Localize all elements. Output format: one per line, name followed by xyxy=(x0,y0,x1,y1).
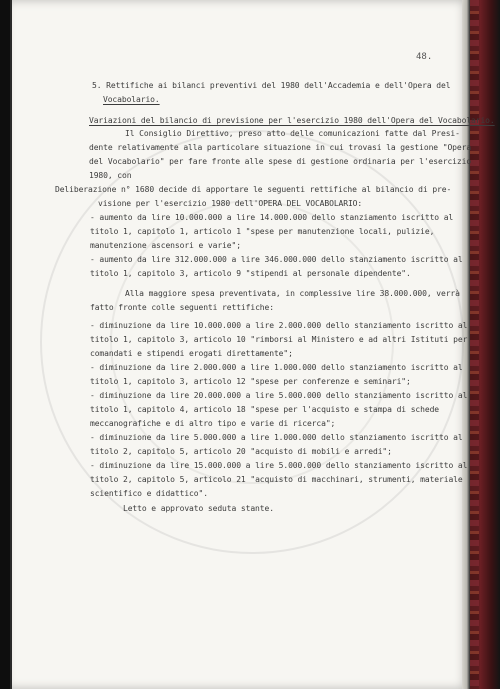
diminuzione-line-9: - diminuzione da lire 5.000.000 a lire 1.000.000 dello stanziamento iscritto al xyxy=(90,433,463,442)
deliberazione-line-1: Deliberazione n° 1680 decide di apportare le seguenti rettifiche al bilancio di pre- xyxy=(55,185,452,194)
intro-line-2: dente relativamente alla particolare situazione in cui trovasi la gestione "Opera xyxy=(89,143,472,152)
diminuzione-line-2: titolo 1, capitolo 3, articolo 10 "rimborsi al Ministero e ad altri Istituti per xyxy=(90,335,468,344)
subheading: Variazioni del bilancio di previsione per l'esercizio 1980 dell'Opera del Vocabolario. xyxy=(89,116,495,125)
aumento-line-5: titolo 1, capitolo 3, articolo 9 "stipendi al personale dipendente". xyxy=(90,269,411,278)
aumento-line-1: - aumento da lire 10.000.000 a lire 14.000.000 dello stanziamento iscritto al xyxy=(90,213,454,222)
copertura-line-2: fatto fronte colle seguenti rettifiche: xyxy=(90,303,274,312)
diminuzione-line-1: - diminuzione da lire 10.000.000 a lire 2.000.000 dello stanziamento iscritto al xyxy=(90,321,468,330)
diminuzione-line-13: scientifico e didattico". xyxy=(90,489,208,498)
aumento-line-3: manutenzione ascensori e varie"; xyxy=(90,241,241,250)
diminuzione-line-12: titolo 2, capitolo 5, articolo 21 "acquisto di macchinari, strumenti, materiale xyxy=(90,475,463,484)
copertura-line-1: Alla maggiore spesa preventivata, in complessive lire 38.000.000, verrà xyxy=(125,289,460,298)
diminuzione-line-11: - diminuzione da lire 15.000.000 a lire 5.000.000 dello stanziamento iscritto al xyxy=(90,461,468,470)
diminuzione-line-4: - diminuzione da lire 2.000.000 a lire 1.000.000 dello stanziamento iscritto al xyxy=(90,363,463,372)
diminuzione-line-10: titolo 2, capitolo 5, articolo 20 "acquisto di mobili e arredi"; xyxy=(90,447,392,456)
intro-line-4: 1980, con xyxy=(89,171,132,180)
section-heading-line-2: Vocabolario. xyxy=(103,95,160,104)
aumento-line-4: - aumento da lire 312.000.000 a lire 346.000.000 dello stanziamento iscritto al xyxy=(90,255,463,264)
diminuzione-line-3: comandati e stipendi erogati direttamente"; xyxy=(90,349,293,358)
closing-line: Letto e approvato seduta stante. xyxy=(123,504,274,513)
deliberazione-line-2: visione per l'esercizio 1980 dell'OPERA DEL VOCABOLARIO: xyxy=(98,199,363,208)
aumento-line-2: titolo 1, capitolo 1, articolo 1 "spese per manutenzione locali, pulizie, xyxy=(90,227,435,236)
diminuzione-line-5: titolo 1, capitolo 3, articolo 12 "spese per conferenze e seminari"; xyxy=(90,377,411,386)
section-heading-line-1: 5. Rettifiche ai bilanci preventivi del 1980 dell'Accademia e dell'Opera del xyxy=(92,81,451,90)
diminuzione-line-8: meccanografiche e di altro tipo e varie di ricerca"; xyxy=(90,419,336,428)
intro-line-3: del Vocabolario" per fare fronte alle spese di gestione ordinaria per l'esercizio xyxy=(89,157,472,166)
intro-line-1: Il Consiglio Direttivo, preso atto delle comunicazioni fatte dal Presi- xyxy=(125,129,460,138)
diminuzione-line-7: titolo 1, capitolo 4, articolo 18 "spese per l'acquisto e stampa di schede xyxy=(90,405,440,414)
diminuzione-line-6: - diminuzione da lire 20.000.000 a lire 5.000.000 dello stanziamento iscritto al xyxy=(90,391,468,400)
page-number: 48. xyxy=(416,52,433,62)
